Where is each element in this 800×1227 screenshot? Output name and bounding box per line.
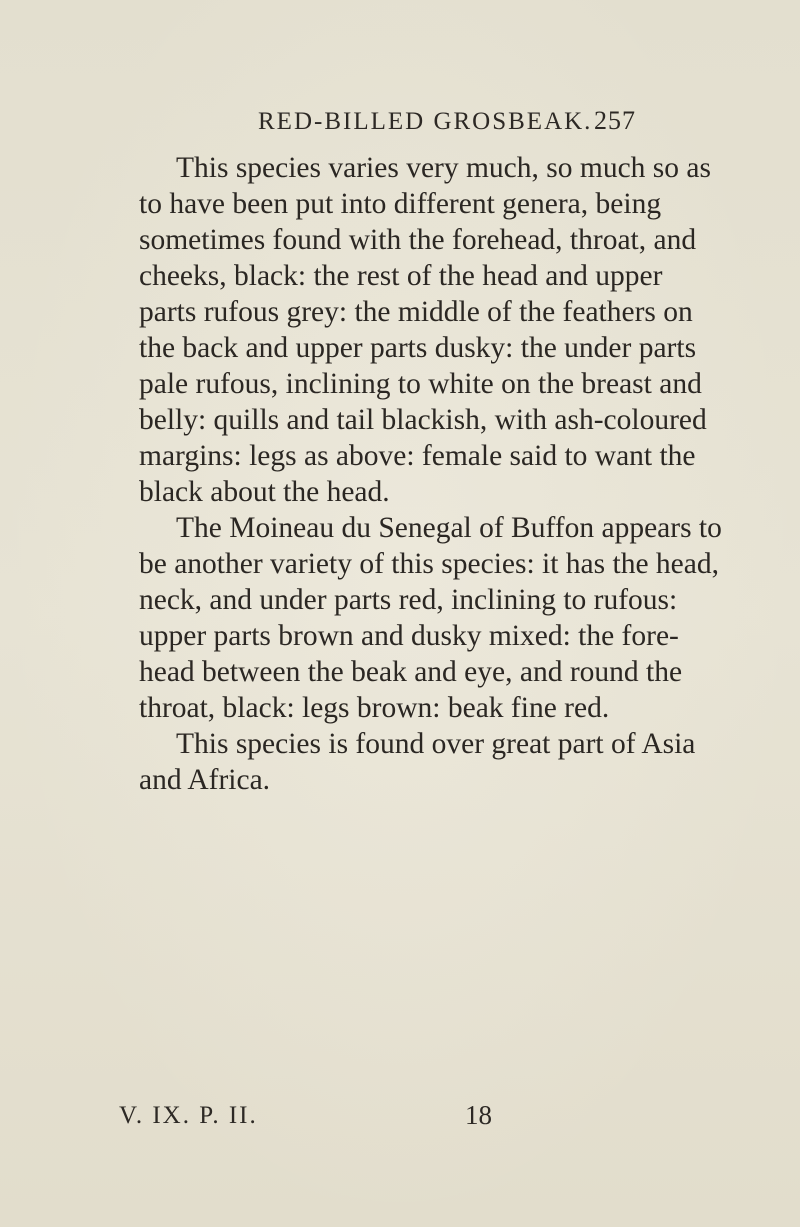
body-text <box>139 150 722 798</box>
text-line: sometimes found with the forehead, throat, and <box>139 224 697 256</box>
text-line: throat, black: legs brown: beak fine red. <box>139 692 610 724</box>
text-line: This species is found over great part of Asia <box>176 728 696 760</box>
signature-number: 18 <box>465 1100 492 1130</box>
text-line: black about the head. <box>139 476 390 508</box>
text-line: This species varies very much, so much so as <box>176 152 711 184</box>
text-line: head between the beak and eye, and round the <box>139 656 683 688</box>
text-line: be another variety of this species: it has the head, <box>139 548 719 580</box>
text-line: and Africa. <box>139 764 271 796</box>
text-line: neck, and under parts red, inclining to rufous: <box>139 584 678 616</box>
page-number: 257 <box>594 106 636 135</box>
text-line: upper parts brown and dusky mixed: the fore- <box>139 620 679 652</box>
text-line: The Moineau du Senegal of Buffon appears to <box>176 512 722 544</box>
signature-mark: V. IX. P. II. <box>119 1102 258 1129</box>
text-line: the back and upper parts dusky: the under parts <box>139 332 697 364</box>
text-line: pale rufous, inclining to white on the breast and <box>139 368 702 400</box>
text-line: to have been put into different genera, being <box>139 188 662 220</box>
text-line: cheeks, black: the rest of the head and upper <box>139 260 663 292</box>
text-line: margins: legs as above: female said to want the <box>139 440 696 472</box>
running-head <box>258 108 678 136</box>
text-line: belly: quills and tail blackish, with ash-coloured <box>139 404 707 436</box>
text-line: parts rufous grey: the middle of the feathers on <box>139 296 693 328</box>
running-title: RED-BILLED GROSBEAK. <box>258 108 593 135</box>
